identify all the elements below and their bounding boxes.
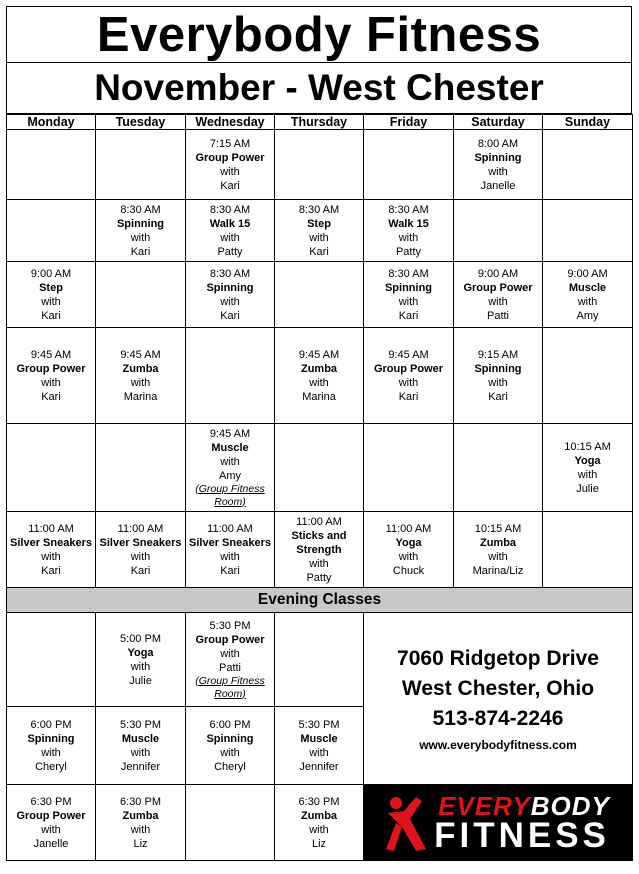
instructor-name: Kari xyxy=(309,245,329,258)
class-name: Zumba xyxy=(300,809,338,822)
empty-slot xyxy=(186,785,275,861)
with-label: with xyxy=(41,823,61,836)
empty-slot xyxy=(275,130,364,200)
class-time: 10:15 AM xyxy=(564,440,611,453)
logo-word-every: EVERY xyxy=(438,790,531,821)
day-header: Tuesday xyxy=(96,115,186,130)
logo-panel xyxy=(364,785,633,861)
class-time: 9:00 AM xyxy=(477,267,519,280)
class-entry xyxy=(186,718,274,774)
day-header-row xyxy=(7,115,633,130)
class-slot xyxy=(186,262,275,328)
class-time: 8:30 AM xyxy=(209,203,251,216)
instructor-name: Kari xyxy=(130,245,151,258)
day-header: Sunday xyxy=(543,115,633,130)
class-time: 11:00 AM xyxy=(385,522,432,535)
with-label: with xyxy=(488,376,508,389)
empty-slot xyxy=(454,424,543,512)
instructor-name: Kari xyxy=(488,390,508,403)
class-slot xyxy=(364,512,454,588)
class-entry xyxy=(7,795,95,851)
class-name: Zumba xyxy=(122,362,159,375)
instructor-name: Jennifer xyxy=(299,760,339,773)
schedule-table xyxy=(6,114,633,861)
class-name: Spinning xyxy=(474,362,522,375)
class-slot xyxy=(7,785,96,861)
instructor-name: Patty xyxy=(306,571,332,584)
class-time: 6:30 PM xyxy=(30,795,72,808)
class-entry xyxy=(275,515,363,585)
empty-slot xyxy=(7,130,96,200)
class-entry xyxy=(96,203,185,259)
instructor-name: Jennifer xyxy=(120,760,161,773)
instructor-name: Julie xyxy=(576,482,599,495)
class-entry xyxy=(186,427,274,509)
with-label: with xyxy=(309,823,329,836)
class-entry xyxy=(7,522,95,578)
class-name: Spinning xyxy=(206,281,254,294)
class-time: 9:45 AM xyxy=(30,348,72,361)
class-slot xyxy=(275,707,364,785)
instructor-name: Chuck xyxy=(392,564,425,577)
instructor-name: Marina xyxy=(302,390,336,403)
with-label: with xyxy=(488,165,508,178)
instructor-name: Patty xyxy=(217,245,243,258)
with-label: with xyxy=(130,231,151,244)
class-time: 5:30 PM xyxy=(298,718,340,731)
evening-section xyxy=(7,588,633,613)
class-name: Zumba xyxy=(479,536,517,549)
instructor-name: Liz xyxy=(133,837,148,850)
class-name: Silver Sneakers xyxy=(189,536,271,549)
with-label: with xyxy=(309,557,329,570)
class-slot xyxy=(364,262,454,328)
class-slot xyxy=(7,512,96,588)
class-slot xyxy=(7,707,96,785)
empty-slot xyxy=(454,200,543,262)
instructor-name: Julie xyxy=(129,674,152,687)
class-name: Spinning xyxy=(116,217,165,230)
empty-slot xyxy=(364,130,454,200)
with-label: with xyxy=(309,231,329,244)
schedule-row xyxy=(7,262,633,328)
class-name: Group Power xyxy=(195,151,265,164)
class-name: Spinning xyxy=(206,732,254,745)
schedule-row xyxy=(7,613,633,707)
class-time: 6:30 PM xyxy=(298,795,340,808)
class-time: 8:30 AM xyxy=(388,267,429,280)
schedule-row xyxy=(7,200,633,262)
page-subtitle: November - West Chester xyxy=(6,63,632,114)
with-label: with xyxy=(220,295,240,308)
day-header: Saturday xyxy=(454,115,543,130)
with-label: with xyxy=(130,550,151,563)
morning-schedule xyxy=(7,130,633,588)
class-name: Step xyxy=(39,281,63,294)
instructor-name: Marina/Liz xyxy=(472,564,524,577)
class-name: Sticks and Strength xyxy=(291,529,347,556)
class-slot xyxy=(96,613,186,707)
class-time: 9:00 AM xyxy=(567,267,608,280)
class-entry xyxy=(364,522,453,578)
class-entry xyxy=(96,632,185,688)
with-label: with xyxy=(220,550,240,563)
instructor-name: Kari xyxy=(41,390,61,403)
instructor-name: Janelle xyxy=(33,837,69,850)
instructor-name: Amy xyxy=(219,469,241,482)
class-name: Muscle xyxy=(121,732,160,745)
with-label: with xyxy=(130,376,151,389)
day-header: Monday xyxy=(7,115,96,130)
empty-slot xyxy=(96,424,186,512)
day-header: Thursday xyxy=(275,115,364,130)
instructor-name: Amy xyxy=(576,309,599,322)
empty-slot xyxy=(543,512,633,588)
with-label: with xyxy=(130,823,151,836)
with-label: with xyxy=(41,295,61,308)
empty-slot xyxy=(364,424,454,512)
class-time: 6:00 PM xyxy=(30,718,72,731)
instructor-name: Cheryl xyxy=(35,760,67,773)
class-entry xyxy=(543,440,632,496)
instructor-name: Kari xyxy=(130,564,151,577)
empty-slot xyxy=(7,613,96,707)
class-entry xyxy=(186,619,274,701)
instructor-name: Cheryl xyxy=(214,760,246,773)
class-slot xyxy=(186,707,275,785)
class-time: 5:00 PM xyxy=(120,632,161,645)
empty-slot xyxy=(186,328,275,424)
room-note: (Group Fitness Room) xyxy=(195,482,265,508)
class-time: 11:00 AM xyxy=(296,515,342,528)
instructor-name: Patti xyxy=(218,661,241,674)
class-entry xyxy=(96,718,185,774)
class-time: 11:00 AM xyxy=(117,522,164,535)
instructor-name: Janelle xyxy=(480,179,516,192)
class-entry xyxy=(96,348,185,404)
with-label: with xyxy=(398,550,419,563)
empty-slot xyxy=(543,130,633,200)
class-name: Silver Sneakers xyxy=(10,536,92,549)
class-name: Step xyxy=(307,217,331,230)
with-label: with xyxy=(577,468,598,481)
evening-classes-banner: Evening Classes xyxy=(7,588,633,613)
class-slot xyxy=(543,424,633,512)
class-slot xyxy=(275,512,364,588)
class-slot xyxy=(186,200,275,262)
room-note: (Group Fitness Room) xyxy=(195,674,265,700)
class-slot xyxy=(454,512,543,588)
class-slot xyxy=(186,512,275,588)
class-entry xyxy=(454,267,542,323)
schedule-row xyxy=(7,130,633,200)
class-entry xyxy=(454,348,542,404)
page-title: Everybody Fitness xyxy=(6,6,632,63)
empty-slot xyxy=(96,130,186,200)
with-label: with xyxy=(398,376,419,389)
class-entry xyxy=(96,522,185,578)
instructor-name: Kari xyxy=(41,564,61,577)
empty-slot xyxy=(275,613,364,707)
class-entry xyxy=(186,137,274,193)
class-slot xyxy=(96,200,186,262)
class-slot xyxy=(364,200,454,262)
schedule-row xyxy=(7,424,633,512)
class-slot xyxy=(454,130,543,200)
class-name: Yoga xyxy=(127,646,154,659)
address-line-2: West Chester, Ohio xyxy=(401,676,595,700)
schedule-row xyxy=(7,785,633,861)
instructor-name: Kari xyxy=(398,390,419,403)
instructor-name: Kari xyxy=(220,564,240,577)
class-time: 9:45 AM xyxy=(209,427,251,440)
with-label: with xyxy=(220,647,240,660)
class-name: Group Power xyxy=(16,809,86,822)
logo-word-fitness: FITNESS xyxy=(434,815,610,855)
class-entry xyxy=(275,795,363,851)
contact-info xyxy=(364,644,632,754)
class-slot xyxy=(364,328,454,424)
instructor-name: Liz xyxy=(311,837,327,850)
class-time: 6:30 PM xyxy=(120,795,161,808)
class-name: Muscle xyxy=(300,732,338,745)
with-label: with xyxy=(309,746,329,759)
class-time: 11:00 AM xyxy=(207,522,253,535)
class-time: 10:15 AM xyxy=(474,522,522,535)
with-label: with xyxy=(41,746,61,759)
class-slot xyxy=(96,512,186,588)
empty-slot xyxy=(543,200,633,262)
class-time: 8:30 AM xyxy=(298,203,340,216)
class-time: 5:30 PM xyxy=(120,718,161,731)
class-name: Walk 15 xyxy=(209,217,251,230)
class-name: Muscle xyxy=(568,281,607,294)
with-label: with xyxy=(220,746,240,759)
with-label: with xyxy=(488,550,508,563)
class-slot xyxy=(543,262,633,328)
class-time: 8:30 AM xyxy=(388,203,429,216)
class-entry xyxy=(96,795,185,851)
instructor-name: Patty xyxy=(395,245,422,258)
class-name: Muscle xyxy=(211,441,249,454)
class-name: Yoga xyxy=(574,454,601,467)
class-name: Spinning xyxy=(27,732,75,745)
class-entry xyxy=(454,137,542,193)
instructor-name: Marina xyxy=(123,390,158,403)
website-link[interactable]: www.everybodyfitness.com xyxy=(419,737,577,752)
evening-schedule xyxy=(7,613,633,861)
with-label: with xyxy=(398,231,419,244)
class-name: Group Power xyxy=(195,633,265,646)
class-entry xyxy=(543,267,632,323)
class-name: Spinning xyxy=(384,281,433,294)
contact-panel xyxy=(364,613,633,785)
class-entry xyxy=(454,522,542,578)
class-entry xyxy=(186,203,274,259)
day-header: Friday xyxy=(364,115,454,130)
with-label: with xyxy=(41,550,61,563)
class-time: 9:00 AM xyxy=(30,267,72,280)
instructor-name: Kari xyxy=(398,309,419,322)
brand-logo xyxy=(364,786,632,860)
class-slot xyxy=(96,328,186,424)
with-label: with xyxy=(130,660,151,673)
class-slot xyxy=(454,262,543,328)
with-label: with xyxy=(309,376,329,389)
class-time: 8:00 AM xyxy=(477,137,519,150)
with-label: with xyxy=(220,165,240,178)
schedule-sheet xyxy=(6,6,632,868)
class-name: Zumba xyxy=(122,809,159,822)
class-name: Group Power xyxy=(16,362,86,375)
class-slot xyxy=(275,785,364,861)
class-entry xyxy=(186,522,274,578)
with-label: with xyxy=(398,295,419,308)
class-slot xyxy=(275,200,364,262)
class-entry xyxy=(364,203,453,259)
schedule-row xyxy=(7,512,633,588)
instructor-name: Kari xyxy=(220,309,240,322)
class-name: Group Power xyxy=(373,362,444,375)
class-slot xyxy=(186,613,275,707)
day-header: Wednesday xyxy=(186,115,275,130)
instructor-name: Kari xyxy=(220,179,240,192)
logo-word-body: BODY xyxy=(530,790,610,821)
class-time: 7:15 AM xyxy=(209,137,251,150)
empty-slot xyxy=(275,262,364,328)
class-entry xyxy=(275,718,363,774)
with-label: with xyxy=(220,231,240,244)
empty-slot xyxy=(7,200,96,262)
with-label: with xyxy=(577,295,598,308)
class-slot xyxy=(7,328,96,424)
class-slot xyxy=(96,707,186,785)
empty-slot xyxy=(543,328,633,424)
schedule-row xyxy=(7,328,633,424)
class-entry xyxy=(7,718,95,774)
class-slot xyxy=(186,130,275,200)
class-slot xyxy=(7,262,96,328)
class-time: 9:45 AM xyxy=(298,348,340,361)
with-label: with xyxy=(41,376,61,389)
class-entry xyxy=(364,267,453,323)
class-name: Spinning xyxy=(474,151,522,164)
phone-number: 513-874-2246 xyxy=(432,706,564,730)
with-label: with xyxy=(488,295,508,308)
class-time: 5:30 PM xyxy=(209,619,251,632)
class-entry xyxy=(186,267,274,323)
class-time: 9:45 AM xyxy=(388,348,429,361)
with-label: with xyxy=(220,455,240,468)
class-slot xyxy=(96,785,186,861)
class-slot xyxy=(275,328,364,424)
class-time: 6:00 PM xyxy=(209,718,251,731)
class-name: Yoga xyxy=(395,536,422,549)
empty-slot xyxy=(96,262,186,328)
class-time: 9:15 AM xyxy=(477,348,519,361)
empty-slot xyxy=(275,424,364,512)
class-slot xyxy=(186,424,275,512)
class-name: Walk 15 xyxy=(388,217,429,230)
class-entry xyxy=(364,348,453,404)
empty-slot xyxy=(7,424,96,512)
class-name: Group Power xyxy=(463,281,533,294)
instructor-name: Patti xyxy=(486,309,509,322)
class-entry xyxy=(275,348,363,404)
class-name: Silver Sneakers xyxy=(99,536,182,549)
class-time: 9:45 AM xyxy=(120,348,161,361)
class-entry xyxy=(275,203,363,259)
class-time: 8:30 AM xyxy=(120,203,161,216)
class-slot xyxy=(454,328,543,424)
address-line-1: 7060 Ridgetop Drive xyxy=(397,646,599,670)
class-entry xyxy=(7,348,95,404)
class-time: 8:30 AM xyxy=(209,267,251,280)
class-entry xyxy=(7,267,95,323)
class-name: Zumba xyxy=(300,362,338,375)
class-time: 11:00 AM xyxy=(28,522,74,535)
instructor-name: Kari xyxy=(41,309,61,322)
running-figure-icon xyxy=(386,793,430,853)
with-label: with xyxy=(130,746,151,759)
